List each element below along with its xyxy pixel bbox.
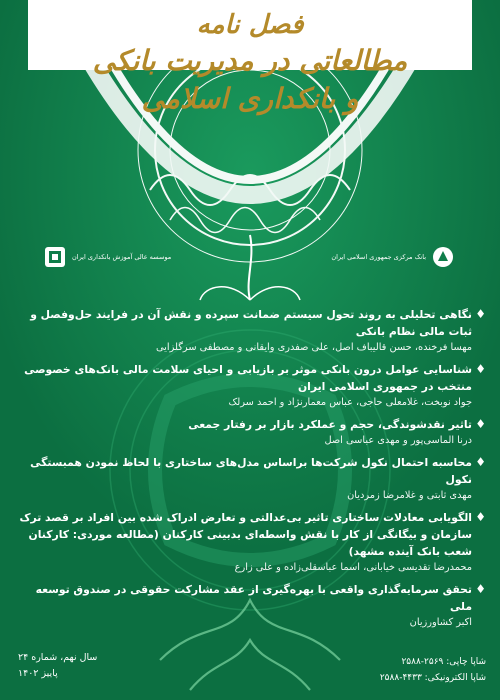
article-authors: مهدی ثابتی و غلامرضا زمردیان <box>347 490 472 501</box>
article-authors: جواد نوبخت، غلامعلی حاجی، عباس معمارنژاد و احمد سرلک <box>228 397 472 408</box>
central-bank-emblem-icon <box>432 246 454 268</box>
article-title: محاسبه احتمال نکول شرکت‌ها براساس مدل‌های ساختاری با لحاظ نمودن همبستگی نکول <box>30 456 472 486</box>
article-authors: محمدرضا تقدیسی خیابانی، اسما عباسقلی‌زاده و علی زارع <box>234 562 472 573</box>
article-authors: مهسا فرخنده، حسن قالیباف اصل، علی صفدری وایقانی و مصطفی سرگلزایی <box>155 342 472 353</box>
central-bank-name: بانک مرکزی جمهوری اسلامی ایران <box>331 253 426 261</box>
article-title: تاثیر نقدشوندگی، حجم و عملکرد بازار بر رفتار جمعی <box>188 418 472 431</box>
institute-logo <box>44 246 171 268</box>
journal-title <box>60 8 440 118</box>
bullet-icon: ♦ <box>475 362 486 376</box>
issn-online: شاپا الکترونیکی: ۴۴۳۳-۲۵۸۸ <box>379 673 486 683</box>
article-title: شناسایی عوامل درون بانکی موثر بر بازیابی و احیای سلامت مالی بانک‌های خصوصی منتخب در جمهوری اسلامی ایران <box>24 363 472 393</box>
article-authors: اکبر کشاورزیان <box>409 617 472 628</box>
issue-volume: سال نهم، شماره ۲۴ <box>18 652 98 663</box>
journal-title-line3: و بانکداری اسلامی <box>141 82 359 115</box>
journal-title-line2: مطالعاتی در مدیریت بانکی <box>92 44 408 77</box>
article-title: الگویابی معادلات ساختاری تاثیر بی‌عدالتی و تعارض ادراک شده بین افراد بر قصد ترک سازمان و بیگانگی از کار با نقش واسطه‌ای بدبینی کارکنان (مطالعه موردی: کارکنان شعب بانک آینده مشهد) <box>19 511 472 558</box>
article-item <box>16 416 486 448</box>
bullet-icon: ♦ <box>475 455 486 469</box>
issn-print: شاپا چاپی: ۲۵۶۹-۲۵۸۸ <box>401 657 486 667</box>
journal-title-line1: فصل نامه <box>196 10 304 40</box>
table-of-contents <box>16 306 486 636</box>
bullet-icon: ♦ <box>475 417 486 431</box>
article-item <box>16 581 486 630</box>
article-authors: درنا الماسی‌پور و مهدی عباسی اصل <box>324 435 472 446</box>
article-title: نگاهی تحلیلی به روند تحول سیستم ضمانت سپرده و نقش آن در فرایند حل‌وفصل و ثبات مالی نظام بانکی <box>30 308 472 338</box>
article-item <box>16 306 486 355</box>
bullet-icon: ♦ <box>475 510 486 524</box>
institute-emblem-icon <box>44 246 66 268</box>
article-item <box>16 361 486 410</box>
bullet-icon: ♦ <box>475 307 486 321</box>
issue-info <box>18 650 97 682</box>
article-title: تحقق سرمایه‌گذاری واقعی با بهره‌گیری از عقد مشارکت حقوقی در صندوق توسعه ملی <box>35 583 472 613</box>
article-item <box>16 509 486 575</box>
article-item <box>16 454 486 503</box>
bullet-icon: ♦ <box>475 582 486 596</box>
institute-name: موسسه عالی آموزش بانکداری ایران <box>72 253 172 261</box>
central-bank-logo <box>331 246 454 268</box>
issn-info <box>380 654 486 686</box>
issue-season: پاییز ۱۴۰۲ <box>18 668 58 679</box>
